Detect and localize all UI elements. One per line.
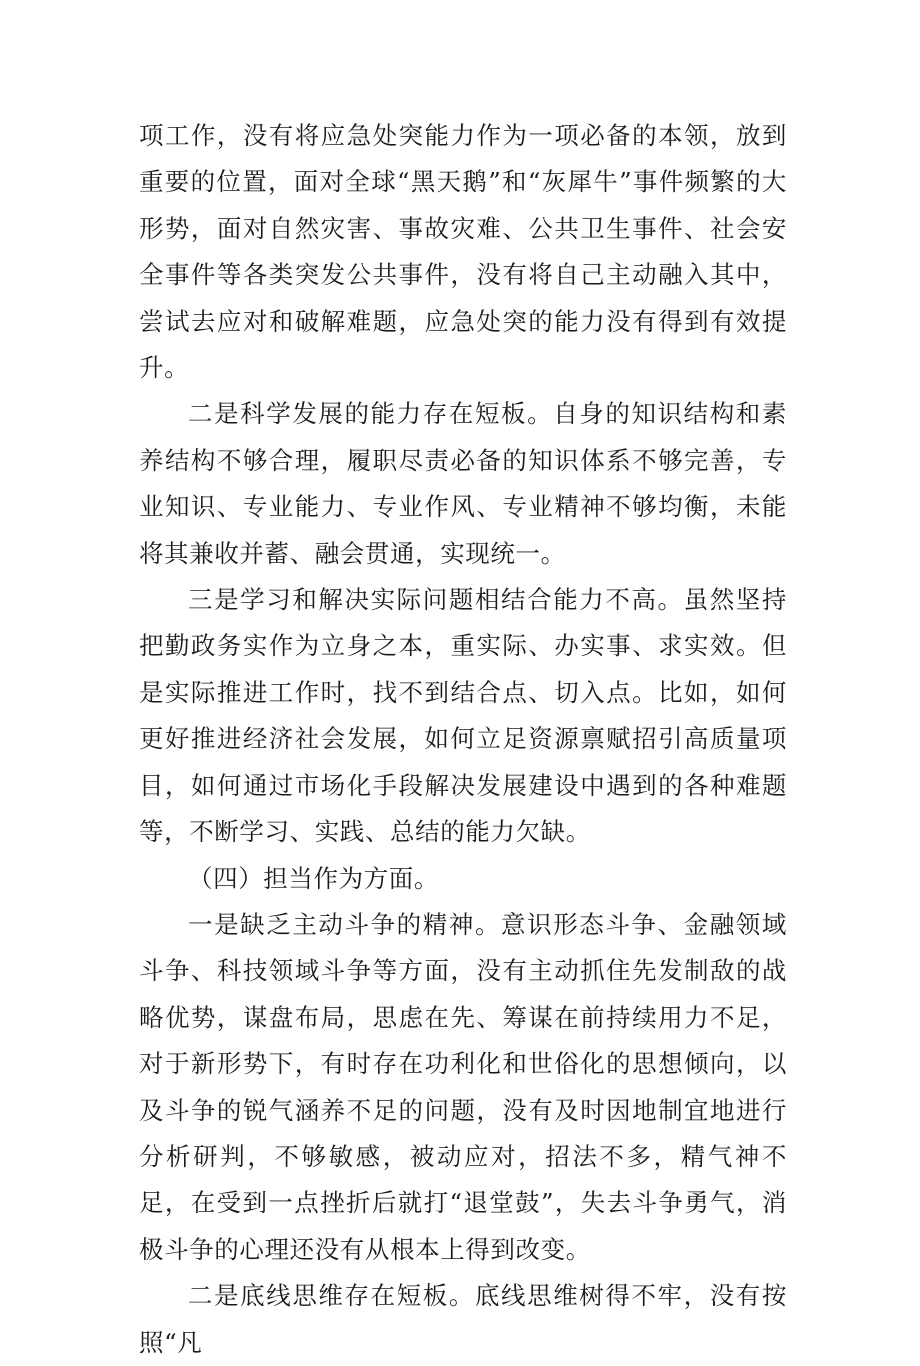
paragraph-bottom-line-thinking: 二是底线思维存在短板。底线思维树得不牢，没有按照“凡 xyxy=(139,1281,787,1357)
paragraph-scientific-development: 二是科学发展的能力存在短板。自身的知识结构和素养结构不够合理，履职尽责必备的知识体系不够完善，专业知识、专业能力、专业作风、专业精神不够均衡，未能将其兼收并蓄、融会贯通，实现统一。 xyxy=(139,399,787,568)
document-body xyxy=(139,113,787,1366)
section-heading-responsibility: （四）担当作为方面。 xyxy=(188,863,439,893)
paragraph-struggle-spirit: 一是缺乏主动斗争的精神。意识形态斗争、金融领域斗争、科技领域斗争等方面，没有主动抓住先发制敌的战略优势，谋盘布局，思虑在先、筹谋在前持续用力不足，对于新形势下，有时存在功利化和世俗化的思想倾向，以及斗争的锐气涵养不足的问题，没有及时因地制宜地进行分析研判，不够敏感，被动应对，招法不多，精气神不足，在受到一点挫折后就打“退堂鼓”，失去斗争勇气，消极斗争的心理还没有从根本上得到改变。 xyxy=(139,909,787,1264)
paragraph-learning-and-practice: 三是学习和解决实际问题相结合能力不高。虽然坚持把勤政务实作为立身之本，重实际、办实事、求实效。但是实际推进工作时，找不到结合点、切入点。比如，如何更好推进经济社会发展，如何立足资源禀赋招引高质量项目，如何通过市场化手段解决发展建设中遇到的各种难题等，不断学习、实践、总结的能力欠缺。 xyxy=(139,585,787,847)
paragraph-emergency-response-continued: 项工作，没有将应急处突能力作为一项必备的本领，放到重要的位置，面对全球“黑天鹅”和“灰犀牛”事件频繁的大形势，面对自然灾害、事故灾难、公共卫生事件、社会安全事件等各类突发公共事件，没有将自己主动融入其中，尝试去应对和破解难题，应急处突的能力没有得到有效提升。 xyxy=(139,121,787,383)
